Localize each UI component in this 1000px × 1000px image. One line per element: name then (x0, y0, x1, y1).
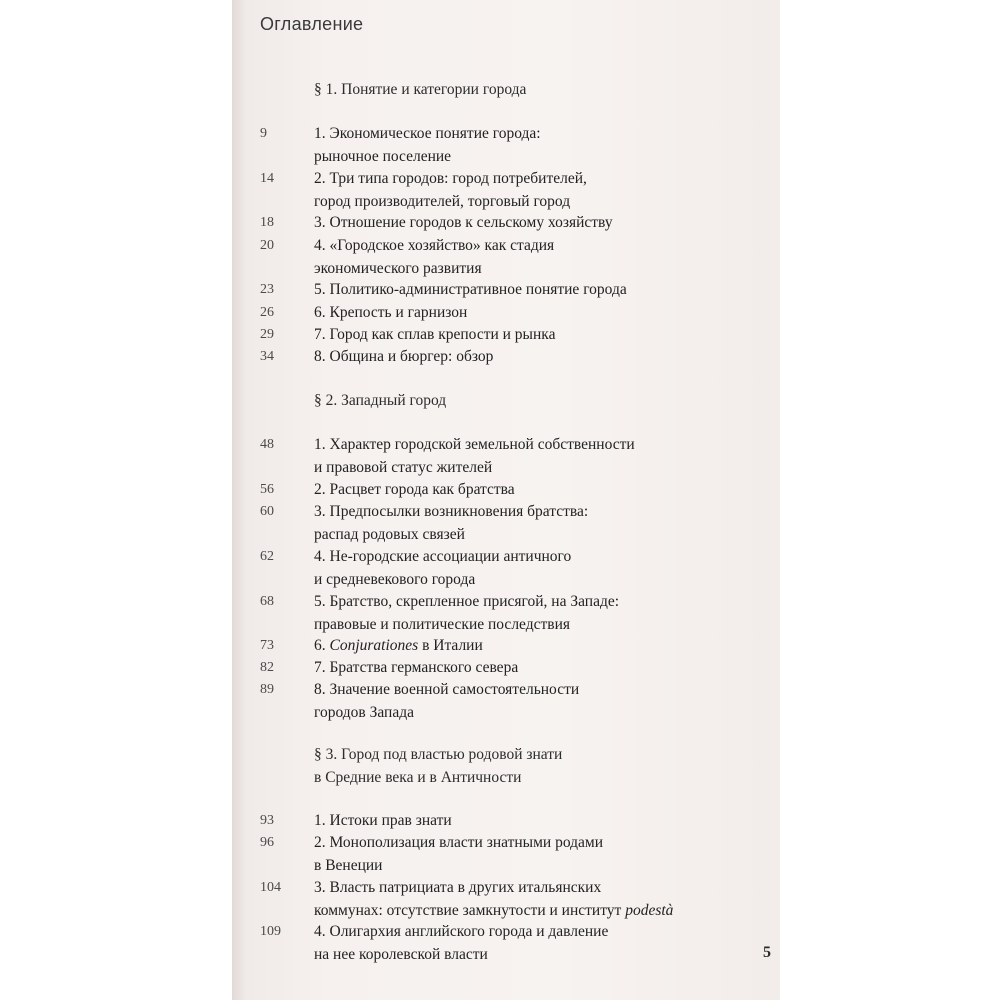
entry-page-number: 20 (260, 238, 274, 253)
entry-title: 2. Три типа городов: город потребителей, город производителей, торговый город (314, 170, 587, 210)
entry-page-number: 62 (260, 549, 274, 564)
page-gutter-shadow (232, 0, 246, 1000)
entry-title-post: в Италии (418, 637, 483, 654)
entry-page-number: 96 (260, 835, 274, 850)
entry-title (314, 876, 734, 922)
entry-title-pre: 6. (314, 637, 330, 654)
entry-page-number: 26 (260, 305, 274, 320)
entry-page-number: 34 (260, 349, 274, 364)
entry-title: 1. Характер городской земельной собственности и правовой статус жителей (314, 436, 635, 476)
entry-title: 4. Не-городские ассоциации античного и средневекового города (314, 548, 572, 588)
entry-page-number: 48 (260, 437, 274, 452)
entry-title: 7. Город как сплав крепости и рынка (314, 326, 556, 343)
entry-title: 4. Олигархия английского города и давление на нее королевской власти (314, 923, 609, 963)
entry-page-number: 73 (260, 638, 274, 653)
page-number: 5 (763, 944, 771, 961)
entry-title: 5. Братство, скрепленное присягой, на Западе: правовые и политические последствия (314, 593, 620, 633)
entry-title: 8. Община и бюргер: обзор (314, 348, 494, 365)
entry-page-number: 82 (260, 660, 274, 675)
section-title-3: § 3. Город под властью родовой знати в Средние века и в Античности (314, 746, 563, 786)
entry-page-number: 93 (260, 813, 274, 828)
entry-title: 2. Расцвет города как братства (314, 481, 515, 498)
entry-page-number: 18 (260, 215, 274, 230)
entry-title-italic: podestà (625, 902, 674, 919)
entry-page-number: 60 (260, 504, 274, 519)
entry-title (314, 634, 734, 657)
entry-page-number: 68 (260, 594, 274, 609)
entry-page-number: 104 (260, 880, 281, 895)
entry-page-number: 9 (260, 126, 267, 141)
entry-page-number: 29 (260, 327, 274, 342)
entry-title: 8. Значение военной самостоятельности городов Запада (314, 681, 580, 721)
toc-heading: Оглавление (260, 14, 364, 34)
entry-page-number: 23 (260, 282, 274, 297)
entry-title: 3. Отношение городов к сельскому хозяйству (314, 214, 613, 231)
entry-title: 2. Монополизация власти знатными родами в Венеции (314, 834, 603, 874)
entry-page-number: 89 (260, 682, 274, 697)
entry-title: 1. Экономическое понятие города: рыночное поселение (314, 125, 541, 165)
entry-page-number: 109 (260, 924, 281, 939)
entry-title-italic: Conjurationes (329, 637, 419, 654)
entry-title: 6. Крепость и гарнизон (314, 304, 468, 321)
section-title-1: § 1. Понятие и категории города (314, 81, 527, 98)
section-title-2: § 2. Западный город (314, 392, 447, 409)
entry-title: 4. «Городское хозяйство» как стадия экономического развития (314, 237, 555, 277)
entry-title: 1. Истоки прав знати (314, 812, 452, 829)
entry-title: 5. Политико-административное понятие города (314, 281, 627, 298)
entry-page-number: 56 (260, 482, 274, 497)
entry-title-pre: 3. Власть патрициата в других итальянских коммунах: отсутствие замкнутости и институт (314, 879, 622, 919)
entry-page-number: 14 (260, 171, 274, 186)
entry-title: 7. Братства германского севера (314, 659, 519, 676)
entry-title: 3. Предпосылки возникновения братства: распад родовых связей (314, 503, 589, 543)
